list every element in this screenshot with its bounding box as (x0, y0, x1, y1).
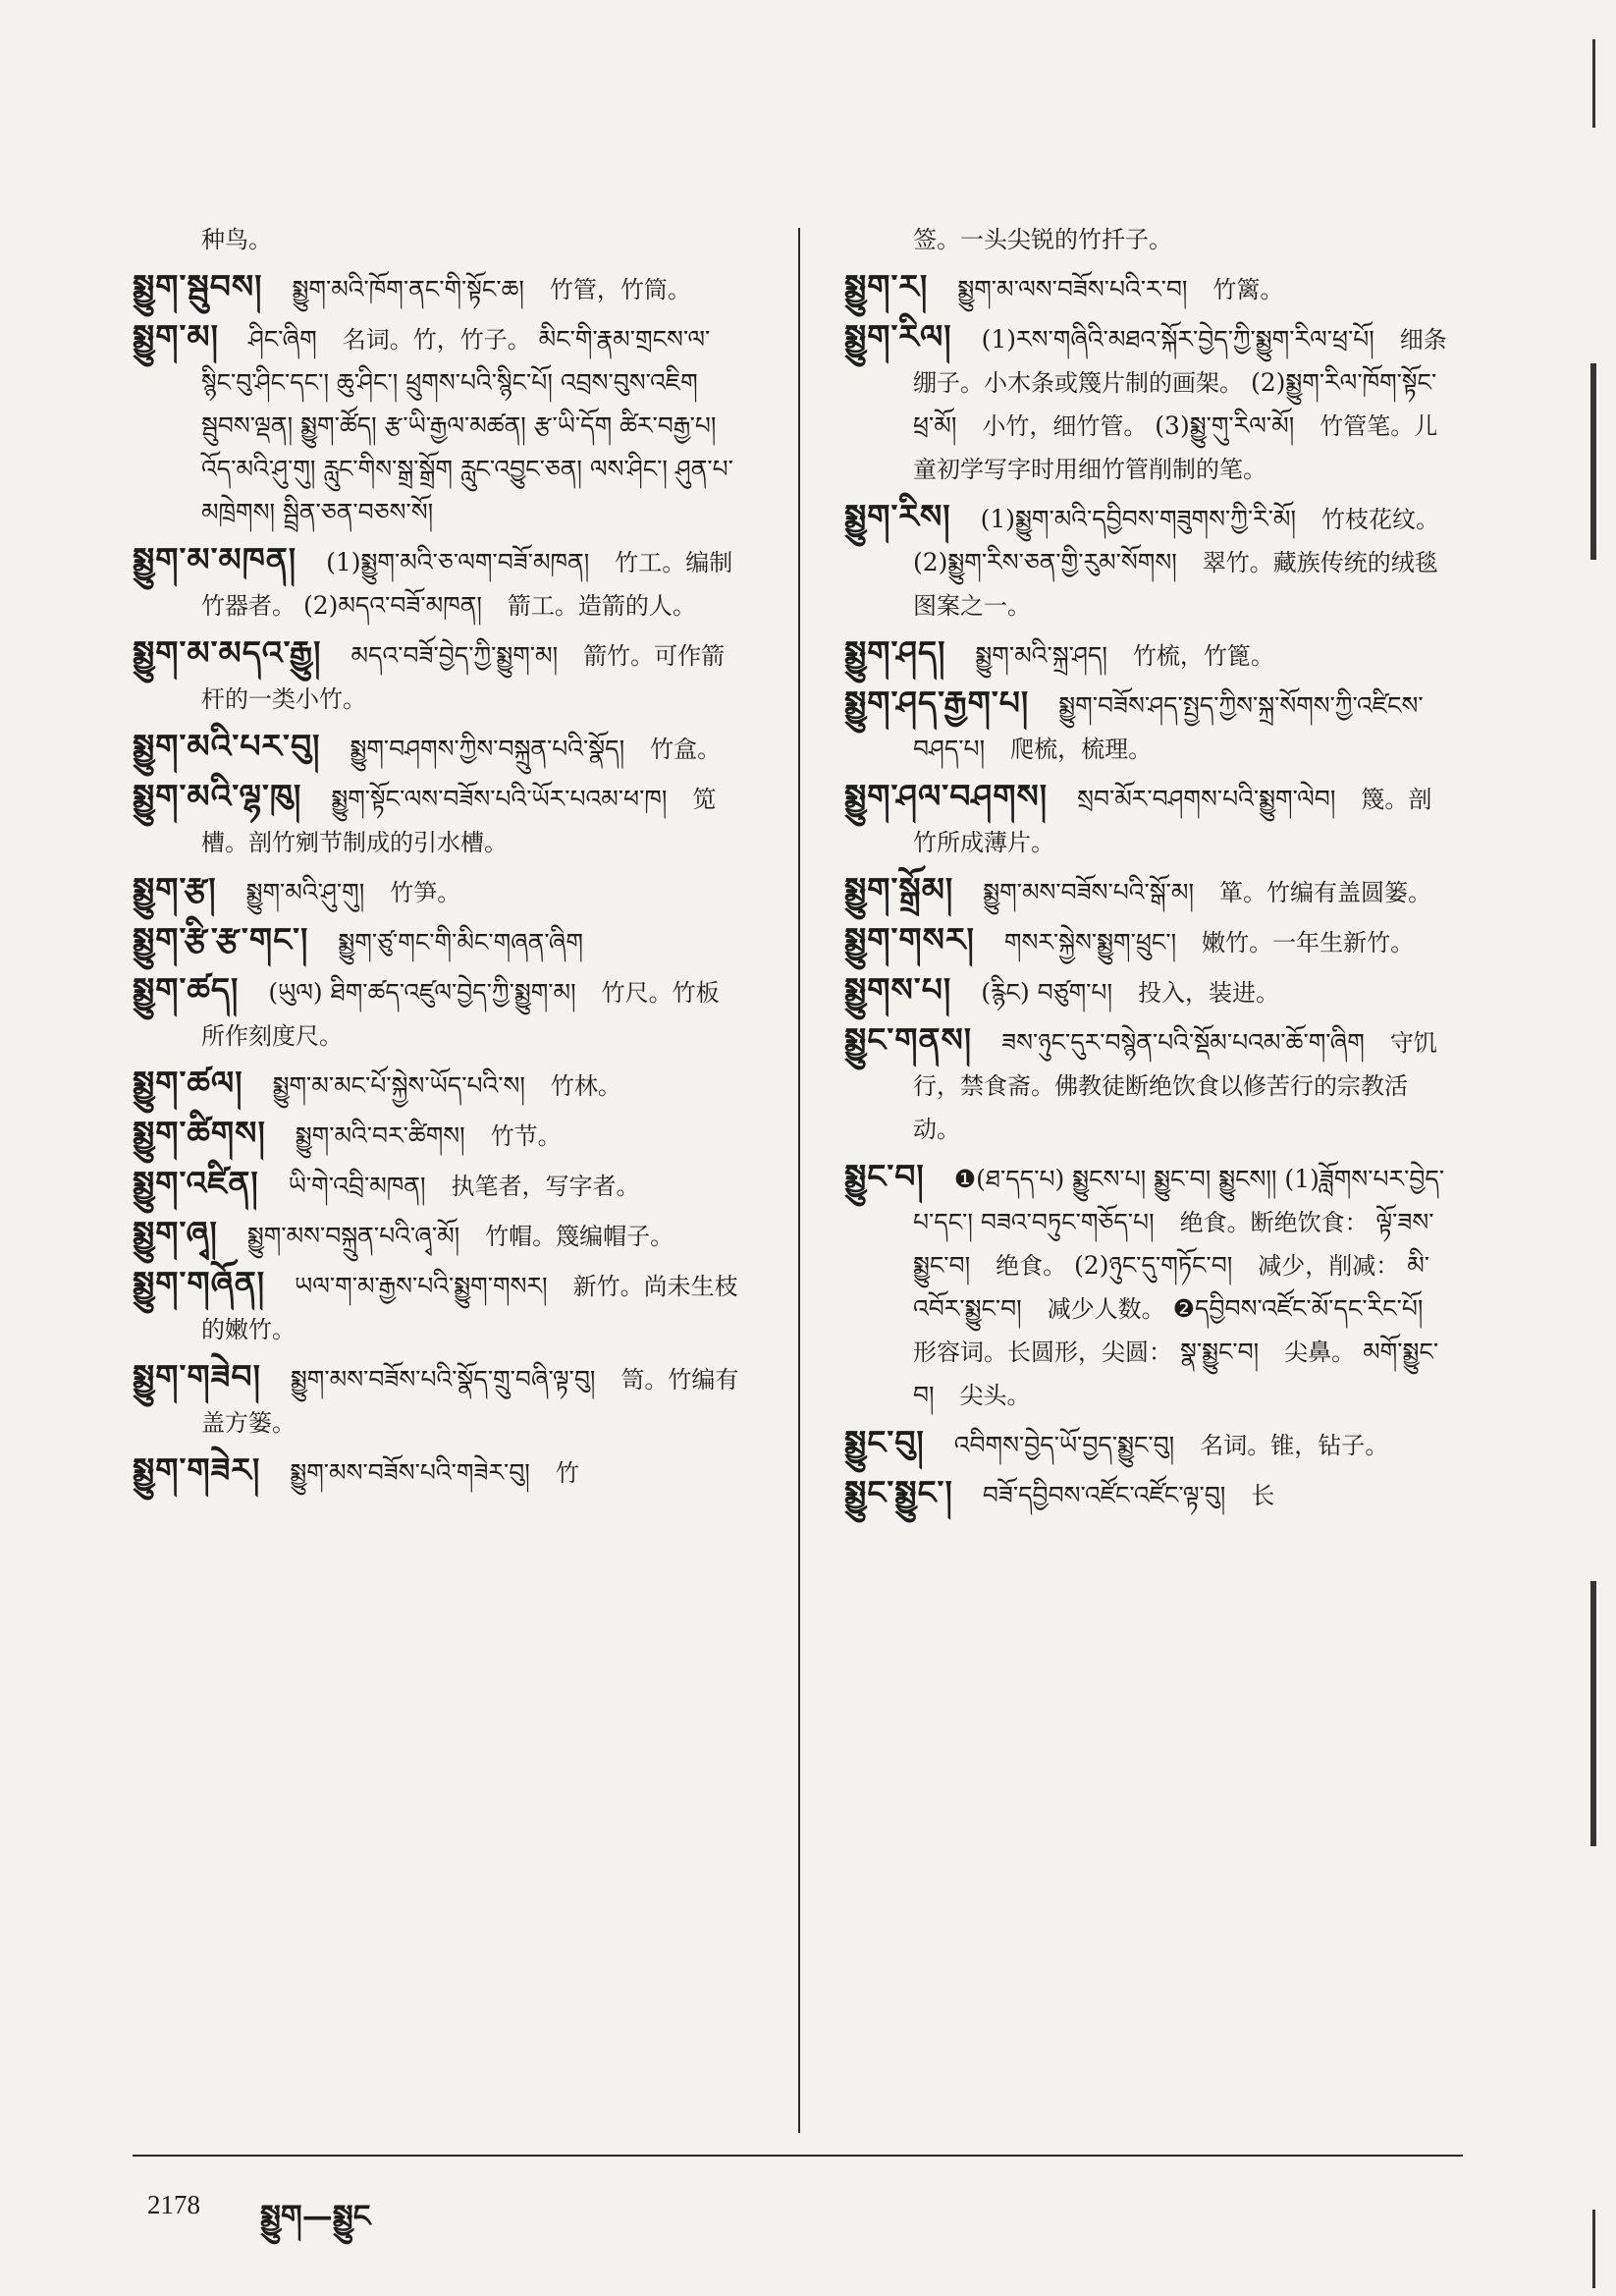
dictionary-entry (844, 631, 1453, 678)
tibetan-definition: (1)སྨྱུག་མའི་དབྱིབས་གཟུགས་ཀྱི་རི་མོ། (980, 505, 1297, 533)
dictionary-entry (133, 1212, 741, 1258)
dictionary-entry (133, 968, 741, 1058)
entry-headword: སྨྱུག་སྦུབས། (133, 267, 263, 305)
chinese-definition: 笕槽。剖竹剜节制成的引水槽。 (201, 786, 717, 856)
dictionary-entry (844, 495, 1453, 628)
entry-headword: སྨྱུག་ཤད། (844, 633, 946, 672)
chinese-definition: 小竹，细竹管。 (982, 412, 1148, 440)
tibetan-definition: ལྟོ་ཟས་སྨྱུང་བ། (913, 1208, 1434, 1280)
tibetan-definition: སྨྱུག་བཤགས་ཀྱིས་བསྐྲུན་པའི་སྣོད། (350, 735, 625, 763)
footer-rule (133, 2155, 1463, 2157)
tibetan-definition: ཤིང་ཞིག (247, 325, 317, 354)
entry-headword: སྨྱུག་སྒྲོམ། (844, 870, 954, 908)
dictionary-entry (133, 1355, 741, 1445)
entry-headword: སྨྱུག་ཚིགས། (133, 1114, 266, 1152)
chinese-definition: 长 (1251, 1482, 1275, 1509)
dictionary-entry (133, 265, 741, 311)
dictionary-entry (133, 918, 741, 964)
dictionary-entry (133, 1262, 741, 1351)
entry-headword: སྨྱུག་ཚལ། (133, 1064, 243, 1102)
chinese-definition: 尖头。 (959, 1382, 1031, 1409)
chinese-definition: 箪。竹编有盖圆篓。 (1218, 879, 1431, 906)
chinese-definition: 名词。竹，竹子。 (342, 326, 531, 354)
entry-headword: སྨྱུག་མ་མཁན། (133, 540, 297, 578)
dictionary-entry (844, 918, 1453, 964)
chinese-definition: 签。一头尖锐的竹扦子。 (913, 226, 1172, 253)
tibetan-definition: སྨྱུག་མའི་སྐྲ་ཤད། (975, 641, 1107, 670)
entry-headword: སྨྱུག་གཟེར། (133, 1450, 261, 1489)
chinese-definition: 竹枝花纹。 (1320, 506, 1439, 533)
tibetan-definition: མགོ་སྨྱུང་བ། (913, 1338, 1439, 1409)
entry-headword: སྨྱུག་མ། (133, 317, 219, 355)
dictionary-entry (844, 315, 1453, 491)
dictionary-entry (844, 775, 1453, 864)
chinese-definition: 篾。剖竹所成薄片。 (913, 786, 1432, 856)
dictionary-entry (133, 315, 741, 534)
entry-headword: སྨྱུགས་པ། (844, 970, 952, 1009)
chinese-definition: 竹管笔。儿童初学写字时用细竹管削制的笔。 (913, 412, 1438, 483)
chinese-definition: 箭工。造箭的人。 (507, 592, 696, 620)
entry-headword: སྨྱུག་ཤལ་བཤགས། (844, 777, 1049, 815)
entry-headword: སྨྱུང་སྨྱུང་། (844, 1473, 953, 1511)
tibetan-definition: (3)སྨྱུ་གུ་རིལ་མོ། (1155, 411, 1295, 440)
chinese-definition: 绝食。 (996, 1252, 1067, 1280)
entry-headword: སྨྱུག་རིས། (844, 497, 951, 535)
dictionary-entry (844, 218, 1453, 261)
dictionary-entry (133, 631, 741, 721)
dictionary-entry (133, 775, 741, 864)
chinese-definition: 爬梳，梳理。 (1010, 736, 1153, 763)
scan-edge-mark (1590, 363, 1596, 560)
entry-headword: སྨྱུག་མ་མདའ་རྒྱུ། (133, 633, 322, 672)
tibetan-definition: (ཡུལ) ཐིག་ཚད་འཛུལ་བྱེད་ཀྱི་སྨྱུག་མ། (268, 978, 576, 1007)
tibetan-definition: (2)སྨྱུག་རིལ་ཁོག་སྟོང་ཕྲ་མོ། (913, 368, 1437, 440)
tibetan-definition: མདའ་བཟོ་བྱེད་ཀྱི་སྨྱུག་མ། (350, 641, 559, 670)
scan-edge-mark (1590, 1581, 1596, 1846)
chinese-definition: 竹 (555, 1459, 579, 1487)
chinese-definition: 竹篱。 (1212, 276, 1284, 303)
tibetan-definition: (1)རས་གཞིའི་མཐའ་སྐོར་བྱེད་ཀྱི་སྨྱུག་རིལ་ཕྲ་པོ། (981, 325, 1374, 354)
tibetan-definition: ཡི་གེ་འབྲི་མཁན། (288, 1172, 426, 1200)
tibetan-definition: སྨྱུག་མ་ལས་བཟོས་པའི་ར་བ། (957, 275, 1188, 303)
chinese-definition: 执笔者，写字者。 (451, 1173, 640, 1200)
entry-headword: སྨྱུག་མའི་ལྷ་ཁུ། (133, 777, 302, 815)
chinese-definition: 竹节。 (490, 1122, 562, 1150)
tibetan-definition: སྣ་སྨྱུང་བ། (1179, 1338, 1260, 1366)
chinese-definition: 嫩竹。一年生新竹。 (1202, 929, 1415, 957)
scan-edge-mark (1592, 39, 1595, 128)
entry-headword: སྨྱུག་ཞྭ། (133, 1214, 218, 1252)
tibetan-definition: འབིགས་བྱེད་ཡོ་བྱད་སྨྱུང་བུ། (953, 1431, 1175, 1459)
dictionary-entry (133, 1449, 741, 1495)
page-number: 2178 (147, 2190, 200, 2219)
chinese-definition: 竹尺。竹板所作刻度尺。 (201, 979, 720, 1050)
dictionary-entry (133, 1162, 741, 1208)
dictionary-entry (844, 968, 1453, 1014)
entry-headword: སྨྱུང་བུ། (844, 1423, 925, 1461)
right-column (844, 218, 1453, 1521)
chinese-definition: 新竹。尚未生枝的嫩竹。 (201, 1273, 738, 1343)
entry-headword: སྨྱུག་གཟེབ། (133, 1357, 261, 1395)
entry-headword: སྨྱུང་བ། (844, 1157, 925, 1195)
chinese-definition: 竹梳，竹篦。 (1132, 642, 1274, 670)
entry-headword: སྨྱུག་ར། (844, 267, 929, 305)
chinese-definition: 投入，装进。 (1137, 979, 1279, 1007)
chinese-definition: 竹林。 (550, 1072, 621, 1100)
tibetan-definition: གསར་སྐྱེས་སྨྱུག་ཕྲུང་། (1003, 928, 1177, 957)
dictionary-entry (844, 265, 1453, 311)
tibetan-definition: སྨྱུག་མ་མང་པོ་སྐྱེས་ཡོད་པའི་ས། (272, 1071, 525, 1100)
dictionary-entry (133, 1112, 741, 1158)
dictionary-entry (844, 1471, 1453, 1517)
tibetan-definition: སྲབ་མོར་བཤགས་པའི་སྨྱུག་ལེབ། (1077, 785, 1336, 813)
tibetan-definition: སྨྱུག་ཙུ་གང་གི་མིང་གཞན་ཞིག (338, 928, 583, 957)
entry-headword: སྨྱུང་གནས། (844, 1020, 973, 1059)
chinese-definition: 竹盒。 (650, 736, 722, 763)
tibetan-definition: སྨྱུག་མས་བསྐྲུན་པའི་ཞྭ་མོ། (246, 1222, 460, 1250)
tibetan-definition: སྨྱུག་མའི་བར་ཚིགས། (295, 1121, 465, 1150)
tibetan-definition: (རྙིང) བཙུག་པ། (981, 978, 1113, 1007)
scan-edge-mark (1592, 2210, 1595, 2288)
tibetan-definition: མི་འབོར་སྨྱུང་བ། (913, 1251, 1430, 1323)
chinese-definition: 减少，削减： (1258, 1252, 1400, 1280)
tibetan-definition: (2)སྨྱུག་རིས་ཅན་གྱི་རུམ་སོགས། (913, 548, 1177, 576)
dictionary-entry (844, 1421, 1453, 1467)
chinese-definition: 笥。竹编有盖方篓。 (201, 1366, 739, 1437)
entry-headword: སྨྱུག་གསར། (844, 920, 975, 958)
entry-headword: སྨྱུག་ཤད་རྒྱག་པ། (844, 683, 1030, 722)
chinese-definition: 形容词。长圆形，尖圆： (913, 1339, 1172, 1366)
chinese-definition: 细条绷子。小木条或篾片制的画架。 (913, 326, 1447, 397)
dictionary-entry (133, 725, 741, 771)
left-column (133, 218, 741, 1499)
chinese-definition: 翠竹。藏族传统的绒毯图案之一。 (913, 549, 1438, 620)
chinese-definition: 守饥行，禁食斋。佛教徒断绝饮食以修苦行的宗教活动。 (913, 1029, 1437, 1143)
chinese-definition: 名词。锥，钻子。 (1200, 1432, 1389, 1459)
dictionary-entry (844, 682, 1453, 771)
dictionary-entry (133, 538, 741, 628)
entry-headword: སྨྱུག་གཞོན། (133, 1264, 266, 1302)
tibetan-definition: སྨྱུག་སྟོང་ལས་བཟོས་པའི་ཡོར་པའམ་ཕ་ཁ། (331, 785, 668, 813)
tibetan-definition: ❷དབྱིབས་འཛོང་མོ་དང་རིང་པོ། (1172, 1294, 1424, 1323)
tibetan-definition: མིང་གི་རྣམ་གྲངས་ལ་སྙིང་བུ་ཤིང་དང་། ཆུ་ཤིང་། ཕྲུགས་པའི་སྙིང་པོ། འབྲས་བུས་འཇིག སྦུབས་ལྡན། སྨྱུག་ཚོད། རྩ་ཡི་རྒྱལ་མཚན། རྩ་ཡི་དོག ཚིར་བརྒྱ་པ། འོད་མའི་ཤུ་གུ། རླུང་གིས་སྒྲ་སྒྲོག རླུང་འབྱུང་ཅན། ལས་ཤིང་། ཤུན་པ་མཁྲེགས། སྦྲིན་ཅན་བཅས་སོ། (201, 325, 733, 526)
dictionary-entry (133, 868, 741, 914)
tibetan-definition: (2)མདའ་བཟོ་མཁན། (302, 591, 482, 620)
tibetan-definition: སྨྱུག་བཟོས་ཤད་སྤྱད་ཀྱིས་སྐྲ་སོགས་ཀྱི་འཛིངས་བཤད་པ། (913, 691, 1424, 763)
chinese-definition: 减少人数。 (1047, 1295, 1165, 1323)
tibetan-definition: སྨྱུག་མས་བཟོས་པའི་གཟེར་བུ། (290, 1458, 530, 1487)
entry-headword: སྨྱུག་ཚད། (133, 970, 240, 1009)
dictionary-entry (844, 1155, 1453, 1417)
tibetan-definition: སྨྱུག་མས་བཟོས་པའི་སྣོད་གྲུ་བཞི་ལྟ་བུ། (290, 1365, 596, 1394)
chinese-definition: 竹工。编制竹器者。 (201, 549, 733, 620)
chinese-definition: 箭竹。可作箭杆的一类小竹。 (201, 642, 726, 713)
chinese-definition: 绝食。断绝饮食： (1179, 1209, 1369, 1236)
tibetan-definition: ཡལ་ག་མ་རྒྱས་པའི་སྨྱུག་གསར། (295, 1272, 548, 1300)
entry-headword: སྨྱུག་རིལ། (844, 317, 952, 355)
running-head: སྨྱུག—སྨྱུང (260, 2199, 371, 2234)
entry-headword: སྨྱུག་འཛིན། (133, 1164, 259, 1202)
entry-headword: སྨྱུག་རྩ། (133, 870, 217, 908)
dictionary-entry (844, 868, 1453, 914)
chinese-definition: 竹笋。 (390, 879, 461, 906)
chinese-definition: 种鸟。 (201, 226, 272, 253)
entry-headword: སྨྱུག་རྩི་རྩ་གང་། (133, 920, 309, 958)
tibetan-definition: བཟོ་དབྱིབས་འཛོང་འཛོང་ལྟ་བུ། (982, 1481, 1226, 1509)
entry-headword: སྨྱུག་མའི་པར་བུ། (133, 727, 321, 765)
chinese-definition: 尖鼻。 (1284, 1339, 1356, 1366)
chinese-definition: 竹管，竹筒。 (549, 276, 691, 303)
tibetan-definition: སྨྱུག་མས་བཟོས་པའི་སྒོ་མ། (983, 878, 1194, 906)
tibetan-definition: ❶(ཐ་དད་པ) སྨྱུངས་པ། སྨྱུང་བ། སྨྱུངས།། (1)ཟློགས་པར་བྱེད་པ་དང་། བཟའ་བཏུང་གཅོད་པ། (913, 1165, 1445, 1236)
tibetan-definition: ཟས་ཉུང་དུར་བསྙེན་པའི་སྡོམ་པའམ་ཆོ་ག་ཞིག (1001, 1028, 1365, 1057)
dictionary-entry (844, 1018, 1453, 1151)
chinese-definition: 竹帽。篾编帽子。 (485, 1223, 674, 1250)
tibetan-definition: སྨྱུག་མའི་ཤུ་གུ། (245, 878, 365, 906)
dictionary-entry (133, 218, 741, 261)
tibetan-definition: སྨྱུག་མའི་ཁོག་ནང་གི་སྟོང་ཆ། (292, 275, 524, 303)
tibetan-definition: (2)ཉུང་དུ་གཏོང་བ། (1074, 1251, 1233, 1280)
dictionary-entry (133, 1062, 741, 1108)
tibetan-definition: (1)སྨྱུག་མའི་ཅ་ལག་བཟོ་མཁན། (326, 548, 590, 576)
column-divider (798, 228, 800, 2133)
